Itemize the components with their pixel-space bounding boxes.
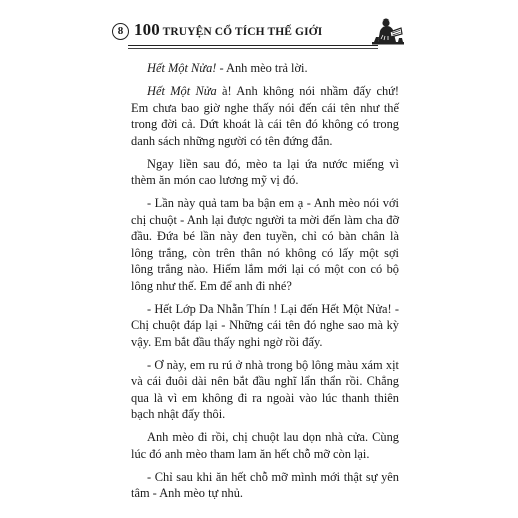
paragraph: - Ơ này, em ru rú ở nhà trong bộ lông màu xám xịt và cái đuôi dài nên bắt đầu nghĩ lẩn thẩn rồi. Chẳng qua là vì em không đi ra ngoài vào lúc thanh thiên bạch nhật đấy thôi. <box>131 357 399 421</box>
book-title-number: 100 <box>134 20 160 39</box>
paragraph: - Chỉ sau khi ăn hết chỗ mỡ mình mới thật sự yên tâm - Anh mèo tự nhủ. <box>131 469 399 500</box>
header-rule <box>128 45 378 46</box>
emphasis: Hết Một Nửa <box>147 84 217 98</box>
paragraph: - Hết Lớp Da Nhẵn Thín ! Lại đến Hết Một Nửa! - Chị chuột đáp lại - Những cái tên đó nghe sao mà kỳ vậy. Em bắt đầu thấy nghi ngờ rồi đấy. <box>131 301 399 349</box>
header-rule-thin <box>128 48 378 49</box>
paragraph: Hết Một Nửa! - Anh mèo trả lời. <box>147 61 308 75</box>
page-header <box>112 15 408 53</box>
paragraph: Anh mèo đi rồi, chị chuột lau dọn nhà cửa. Cùng lúc đó anh mèo tham lam ăn hết chỗ mỡ còn lại. <box>131 430 399 461</box>
book-title <box>134 20 322 40</box>
story-text <box>131 60 399 502</box>
book-title-text: TRUYỆN CỔ TÍCH THẾ GIỚI <box>159 26 323 38</box>
paragraph: - Lần này quả tam ba bận em ạ - Anh mèo nói với chị chuột - Anh lại được người ta mời đến làm cha đỡ đầu. Đứa bé lần này đen tuyền, chỉ có bàn chân là lông trắng, còn trên thân nó không có lấy một sợi lông trắng nào. Hiếm lắm mới lại có một con có bộ lông như thế. Em để anh đi nhé? <box>131 196 399 293</box>
page-number: 8 <box>112 23 129 40</box>
reader-figure-icon <box>370 15 406 51</box>
emphasis: Hết Một Nửa! <box>147 61 217 75</box>
paragraph: Ngay liền sau đó, mèo ta lại ứa nước miếng vì thèm ăn món cao lương mỹ vị đó. <box>131 156 399 187</box>
paragraph: Hết Một Nửa à! Anh không nói nhầm đấy chứ! Em chưa bao giờ nghe thấy nói đến cái tên như thế trong đời cả. Dứt khoát là cái tên đó không có trong danh sách những người có tên đứng đắn. <box>131 84 400 148</box>
